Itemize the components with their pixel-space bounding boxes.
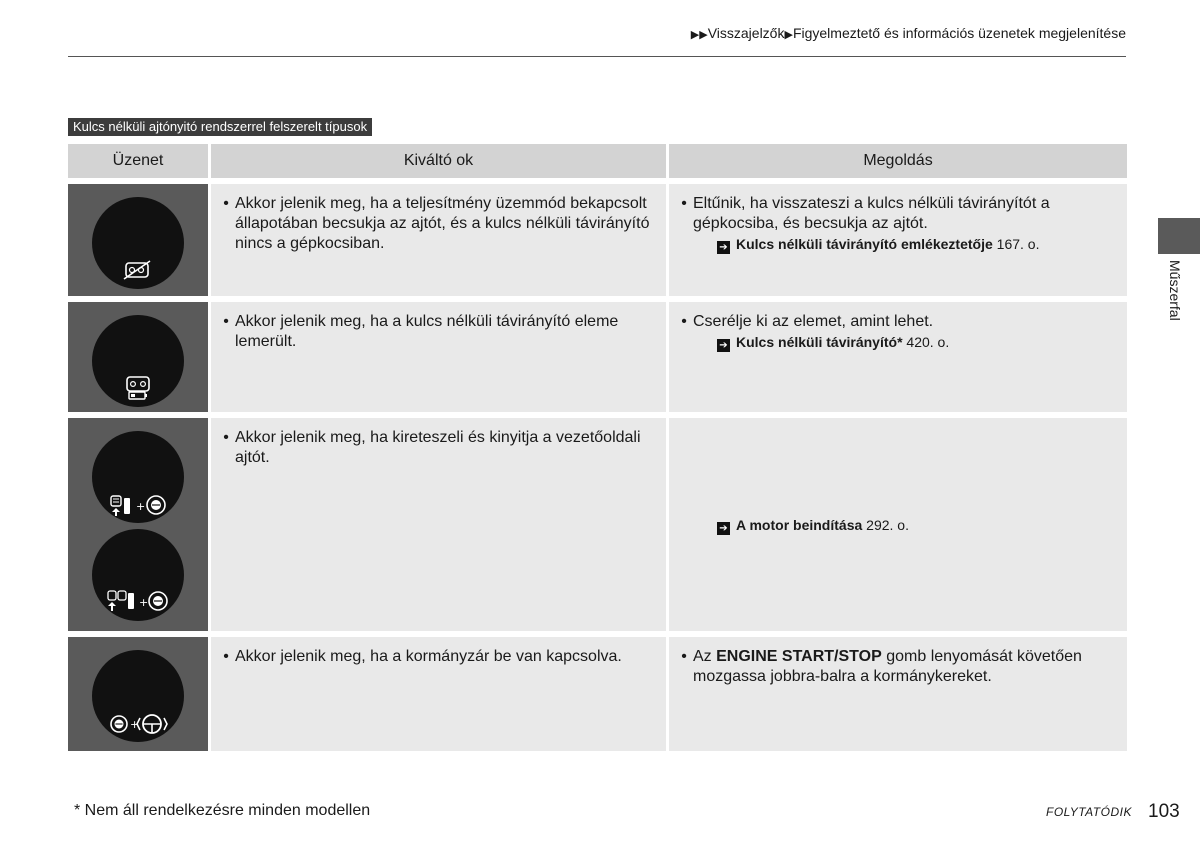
cross-reference[interactable] <box>675 516 1117 535</box>
keyless-remote-battery-low-icon <box>92 315 184 407</box>
breadcrumb-item[interactable]: Figyelmeztető és információs üzenetek megjelenítése <box>792 25 1126 41</box>
svg-text:+: + <box>139 596 149 609</box>
message-cell <box>68 296 211 412</box>
section-label: Kulcs nélküli ajtónyitó rendszerrel felszerelt típusok <box>68 118 372 136</box>
cause-text: Akkor jelenik meg, ha a kulcs nélküli távirányító eleme lemerült. <box>235 313 619 350</box>
solution-text <box>693 647 1117 687</box>
reference-page: 167. o. <box>996 236 1040 252</box>
message-cell <box>68 178 211 296</box>
bullet-icon: • <box>223 648 229 665</box>
cause-cell <box>211 412 669 631</box>
column-header: Üzenet <box>68 144 211 178</box>
cause-text: Akkor jelenik meg, ha kireteszeli és kinyitja a vezetőoldali ajtót. <box>235 429 641 466</box>
svg-text:+: + <box>130 718 140 731</box>
continue-label: FOLYTATÓDIK <box>1046 805 1132 819</box>
solution-cell <box>669 296 1127 412</box>
breadcrumb <box>691 25 1126 41</box>
solution-text: Eltűnik, ha visszateszi a kulcs nélküli távirányítót a gépkocsiba, és becsukja az ajtót. <box>693 195 1050 232</box>
column-header: Megoldás <box>669 144 1127 178</box>
reference-title[interactable]: A motor beindítása <box>736 516 863 533</box>
message-cell <box>68 631 211 751</box>
cause-text: Akkor jelenik meg, ha a teljesítmény üzemmód bekapcsolt állapotában becsukja az ajtót, és a kulcs nélküli távirányító nincs a gépkocsiban. <box>235 195 650 252</box>
bullet-icon: • <box>681 313 687 330</box>
svg-text:+: + <box>136 500 146 513</box>
reference-title[interactable]: Kulcs nélküli távirányító <box>736 334 898 350</box>
solution-cell <box>669 178 1127 296</box>
bullet-icon: • <box>681 195 687 212</box>
brake-plus-start-button-icon <box>92 431 184 523</box>
reference-arrow-icon: ➔ <box>717 241 730 254</box>
side-tab-marker[interactable] <box>1158 218 1200 254</box>
cause-cell <box>211 178 669 296</box>
reference-arrow-icon: ➔ <box>717 339 730 352</box>
reference-page: 420. o. <box>906 334 950 350</box>
breadcrumb-arrow-icon: ▶▶ <box>690 29 708 41</box>
table-row <box>68 178 1127 296</box>
engine-start-stop-label: ENGINE START/STOP <box>716 648 882 665</box>
solution-cell <box>669 631 1127 751</box>
bullet-icon: • <box>223 313 229 330</box>
start-button-plus-steering-wheel-icon <box>92 650 184 742</box>
reference-page: 292. o. <box>866 516 909 533</box>
cause-cell <box>211 296 669 412</box>
cause-text: Akkor jelenik meg, ha a kormányzár be van kapcsolva. <box>235 648 622 665</box>
reference-arrow-icon: ➔ <box>717 522 730 535</box>
solution-text: Cserélje ki az elemet, amint lehet. <box>693 313 934 330</box>
page-number: 103 <box>1148 801 1180 822</box>
solution-suffix: gomb lenyomását követően mozgassa jobbra-balra a kormánykereket. <box>693 648 1082 685</box>
bullet-icon: • <box>681 648 687 665</box>
cross-reference[interactable] <box>675 333 1117 352</box>
breadcrumb-arrow-icon: ▶ <box>784 29 793 41</box>
cross-reference[interactable] <box>675 235 1117 254</box>
table-header-row <box>68 144 1127 178</box>
column-header: Kiváltó ok <box>211 144 669 178</box>
footnote: * Nem áll rendelkezésre minden modellen <box>74 802 371 819</box>
reference-title[interactable]: Kulcs nélküli távirányító emlékeztetője <box>736 236 993 252</box>
solution-prefix: Az <box>693 648 712 665</box>
solution-cell <box>669 412 1127 631</box>
header-rule <box>68 56 1126 57</box>
cause-cell <box>211 631 669 751</box>
table-row <box>68 631 1127 751</box>
breadcrumb-item[interactable]: Visszajelzők <box>707 25 785 41</box>
clutch-brake-plus-start-button-icon <box>92 529 184 621</box>
side-tab-label: Műszerfal <box>1167 260 1183 321</box>
bullet-icon: • <box>223 195 229 212</box>
table-row <box>68 296 1127 412</box>
message-cell <box>68 412 211 631</box>
keyless-remote-missing-icon <box>92 197 184 289</box>
message-table <box>68 144 1127 751</box>
table-row <box>68 412 1127 631</box>
footnote-marker: * <box>897 334 903 350</box>
bullet-icon: • <box>223 429 229 446</box>
